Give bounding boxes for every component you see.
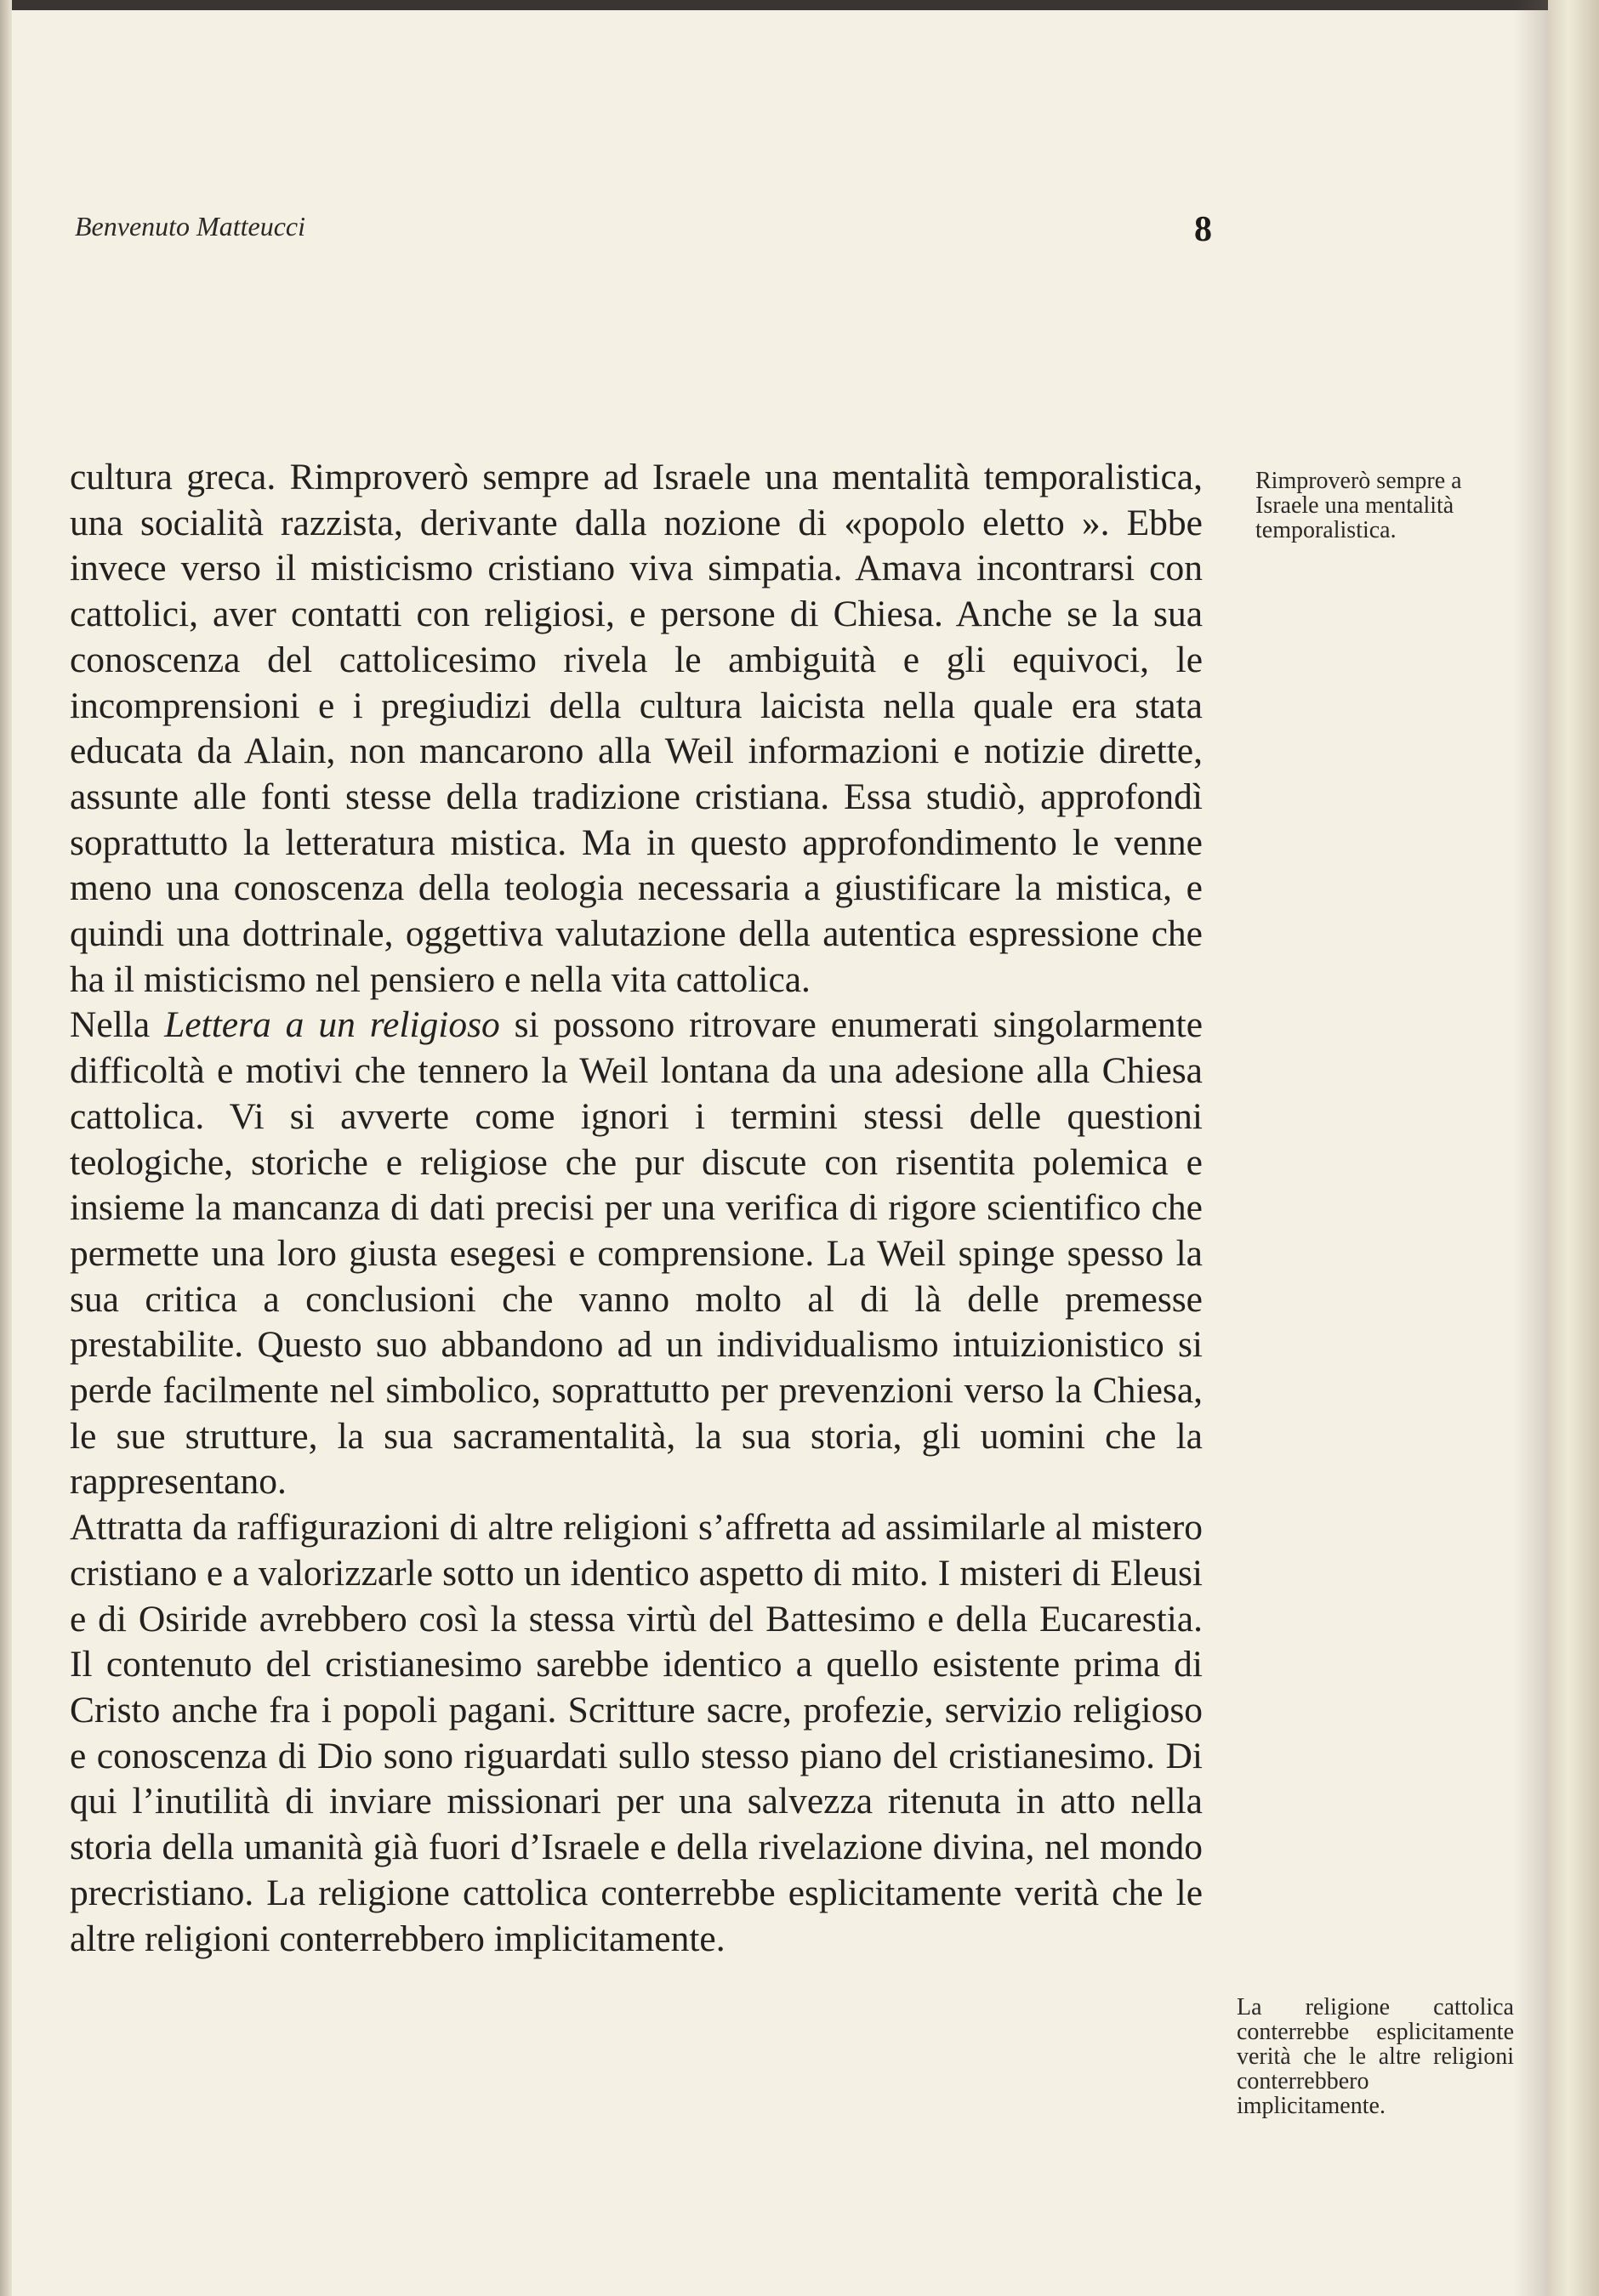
- page-right-edge: [1548, 0, 1599, 2296]
- body-text: [70, 455, 1203, 1962]
- page-number: 8: [1194, 210, 1212, 249]
- book-title-lettera: Lettera a un religioso: [164, 1004, 500, 1046]
- paragraph-1: cultura greca. Rimproverò sempre ad Israele una mentalità temporalistica, una socialità razzista, derivante dalla nozione di «popolo eletto ». Ebbe invece verso il misticismo cristiano viva simpatia. Amava incontrarsi con cattolici, aver contatti con religiosi, e persone di Chiesa. Anche se la sua conoscenza del cattolicesimo rivela le ambiguità e gli equivoci, le incomprensioni e i pregiudizi della cultura laicista nella quale era stata educata da Alain, non mancarono alla Weil informazioni e notizie dirette, assunte alle fonti stesse della tradizione cristiana. Essa studiò, approfondì soprattutto la letteratura mistica. Ma in questo approfondimento le venne meno una conoscenza della teologia necessaria a giustificare la mistica, e quindi una dottrinale, oggettiva valutazione della autentica espressione che ha il misticismo nel pensiero e nella vita cattolica.: [70, 457, 1203, 1000]
- paragraph-2: [70, 1003, 1203, 1505]
- paragraph-2-rest: si possono ritrovare enumerati singolarmente difficoltà e motivi che tennero la Weil lontana da una adesione alla Chiesa cattolica. Vi si avverte come ignori i termini stessi delle questioni teologiche, storiche e religiose che pur discute con risentita polemica e insieme la mancanza di dati precisi per una verifica di rigore scientifico che permette una loro giusta esegesi e comprensione. La Weil spinge spesso la sua critica a conclusioni che vanno molto al di là delle premesse prestabilite. Questo suo abbandono ad un individualismo intuizionistico si perde facilmente nel simbolico, soprattutto per prevenzioni verso la Chiesa, le sue strutture, la sua sacramentalità, la sua storia, gli uomini che la rappresentano.: [70, 1004, 1203, 1503]
- paragraph-2-prefix: Nella: [70, 1004, 165, 1046]
- page-gutter-shadow: [1514, 0, 1548, 2296]
- page-left-edge: [0, 0, 12, 2296]
- paragraph-3: Attratta da raffigurazioni di altre religioni s’affretta ad assimilarle al mistero cristiano e a valorizzarle sotto un identico aspetto di mito. I misteri di Eleusi e di Osiride avrebbero così la stessa virtù del Battesimo e della Eucarestia. Il contenuto del cristianesimo sarebbe identico a quello esistente prima di Cristo anche fra i popoli pagani. Scritture sacre, profezie, servizio religioso e conoscenza di Dio sono riguardati sullo stesso piano del cristianesimo. Di qui l’inutilità di inviare missionari per una salvezza ritenuta in atto nella storia della umanità già fuori d’Israele e della rivelazione divina, nel mondo precristiano. La religione cattolica conterrebbe esplicitamente verità che le altre religioni conterrebbero implicitamente.: [70, 1507, 1203, 1959]
- margin-note-1: Rimproverò sempre a Israele una mentalità temporalistica.: [1255, 468, 1462, 543]
- margin-note-2: La religione cattolica conterrebbe esplicitamente verità che le altre religioni conterrebbero implicitamente.: [1237, 1994, 1514, 2119]
- page-top-edge: [0, 0, 1599, 10]
- running-head-author: Benvenuto Matteucci: [75, 211, 305, 242]
